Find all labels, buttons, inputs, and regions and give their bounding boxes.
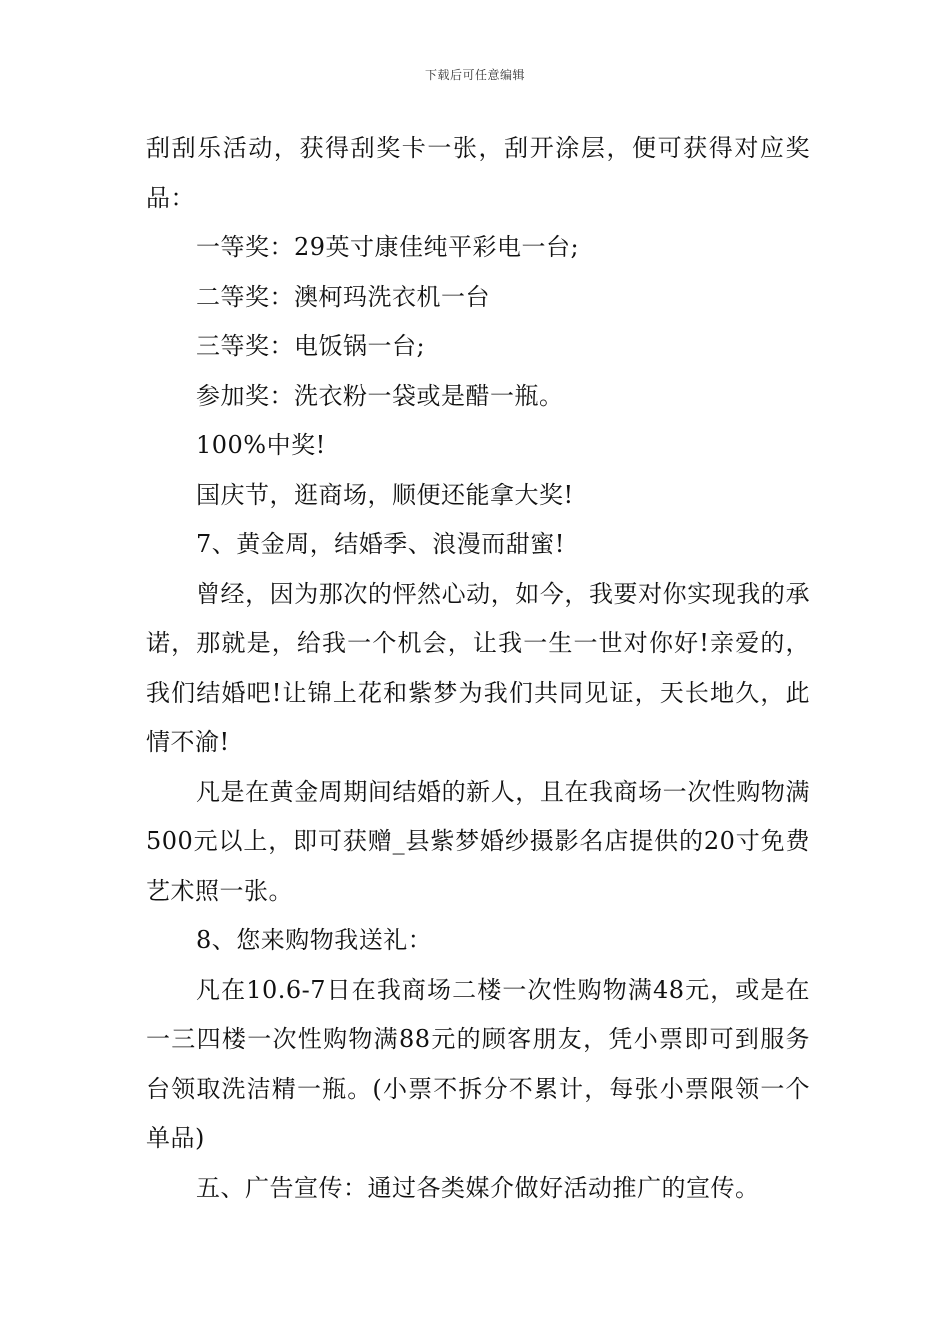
paragraph-second-prize: 二等奖：澳柯玛洗衣机一台	[196, 282, 490, 311]
paragraph-first-prize: 一等奖：29英寸康佳纯平彩电一台;	[196, 233, 580, 261]
paragraph-win-rate: 100%中奖!	[196, 431, 326, 459]
paragraph-section-7-heading: 7、黄金周，结婚季、浪漫而甜蜜!	[196, 530, 565, 558]
paragraph-national-day: 国庆节，逛商场，顺便还能拿大奖!	[196, 480, 574, 509]
document-body	[146, 124, 810, 1213]
paragraph-participation-prize: 参加奖：洗衣粉一袋或是醋一瓶。	[196, 381, 564, 410]
page-header: 下载后可任意编辑	[424, 68, 525, 82]
paragraph-advertising: 五、广告宣传：通过各类媒介做好活动推广的宣传。	[196, 1173, 760, 1202]
paragraph-wedding-offer: 凡是在黄金周期间结婚的新人，且在我商场一次性购物满500元以上，即可获赠_县紫梦婚纱摄影名店提供的20寸免费艺术照一张。	[146, 777, 810, 905]
paragraph-gift-offer: 凡在10.6-7日在我商场二楼一次性购物满48元，或是在一三四楼一次性购物满88元的顾客朋友，凭小票即可到服务台领取洗洁精一瓶。(小票不拆分不累计，每张小票限领一个单品)	[146, 975, 810, 1152]
paragraph-section-8-heading: 8、您来购物我送礼：	[196, 926, 433, 954]
paragraph-third-prize: 三等奖：电饭锅一台;	[196, 332, 426, 360]
paragraph-romance: 曾经，因为那次的怦然心动，如今，我要对你实现我的承诺，那就是，给我一个机会，让我一生一世对你好!亲爱的，我们结婚吧!让锦上花和紫梦为我们共同见证，天长地久，此情不渝!	[146, 579, 810, 756]
paragraph-scratch-card: 刮刮乐活动，获得刮奖卡一张，刮开涂层，便可获得对应奖品：	[146, 134, 810, 212]
